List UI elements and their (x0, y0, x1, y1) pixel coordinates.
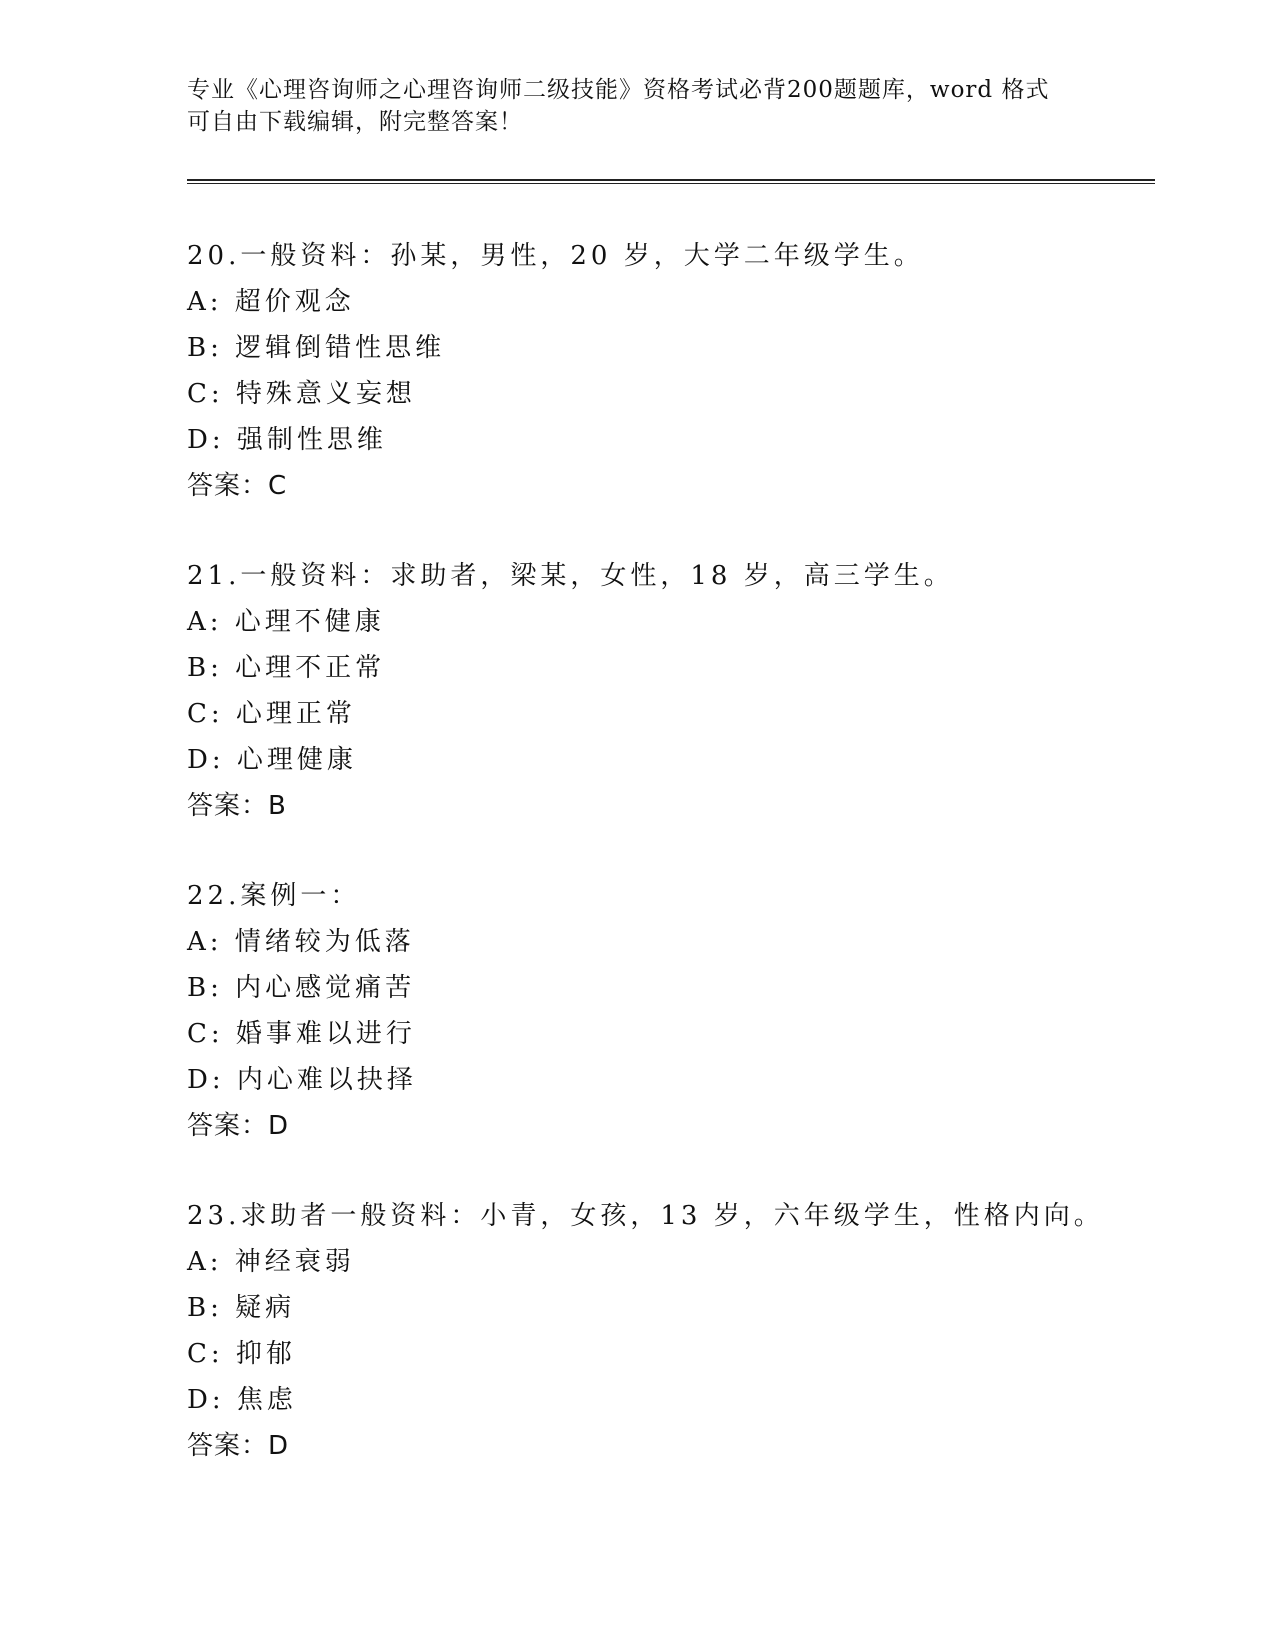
option-b: B: 内心感觉痛苦 (187, 973, 416, 1003)
answer-line: 答案：D (187, 1111, 290, 1141)
question-stem: 22.案例一： (187, 881, 361, 911)
option-a: A: 神经衰弱 (187, 1247, 355, 1277)
question-23 (187, 1193, 1137, 1469)
option-c: C: 婚事难以进行 (187, 1019, 416, 1049)
question-20 (187, 233, 1137, 509)
option-a: A: 心理不健康 (187, 607, 385, 637)
answer-line: 答案：B (187, 791, 287, 821)
option-c: C: 心理正常 (187, 699, 356, 729)
option-c: C: 抑郁 (187, 1339, 296, 1369)
question-stem: 21.一般资料：求助者，梁某，女性，18 岁，高三学生。 (187, 561, 954, 591)
question-22 (187, 873, 1137, 1149)
option-b: B: 心理不正常 (187, 653, 386, 683)
header-line-1: 专业《心理咨询师之心理咨询师二级技能》资格考试必背200题题库，word 格式 (187, 77, 1050, 103)
option-a: A: 超价观念 (187, 287, 355, 317)
option-d: D: 心理健康 (187, 745, 357, 775)
header-divider (187, 179, 1155, 184)
document-header (187, 74, 1067, 138)
option-d: D: 焦虑 (187, 1385, 297, 1415)
option-b: B: 逻辑倒错性思维 (187, 333, 446, 363)
question-21 (187, 553, 1137, 829)
question-stem: 20.一般资料：孙某，男性，20 岁，大学二年级学生。 (187, 241, 924, 271)
option-c: C: 特殊意义妄想 (187, 379, 416, 409)
option-b: B: 疑病 (187, 1293, 296, 1323)
question-stem: 23.求助者一般资料：小青，女孩，13 岁，六年级学生，性格内向。 (187, 1201, 1104, 1231)
header-line-2: 可自由下载编辑，附完整答案！ (187, 109, 523, 135)
answer-line: 答案：D (187, 1431, 290, 1461)
option-d: D: 强制性思维 (187, 425, 387, 455)
option-a: A: 情绪较为低落 (187, 927, 415, 957)
option-d: D: 内心难以抉择 (187, 1065, 417, 1095)
answer-line: 答案：C (187, 471, 288, 501)
